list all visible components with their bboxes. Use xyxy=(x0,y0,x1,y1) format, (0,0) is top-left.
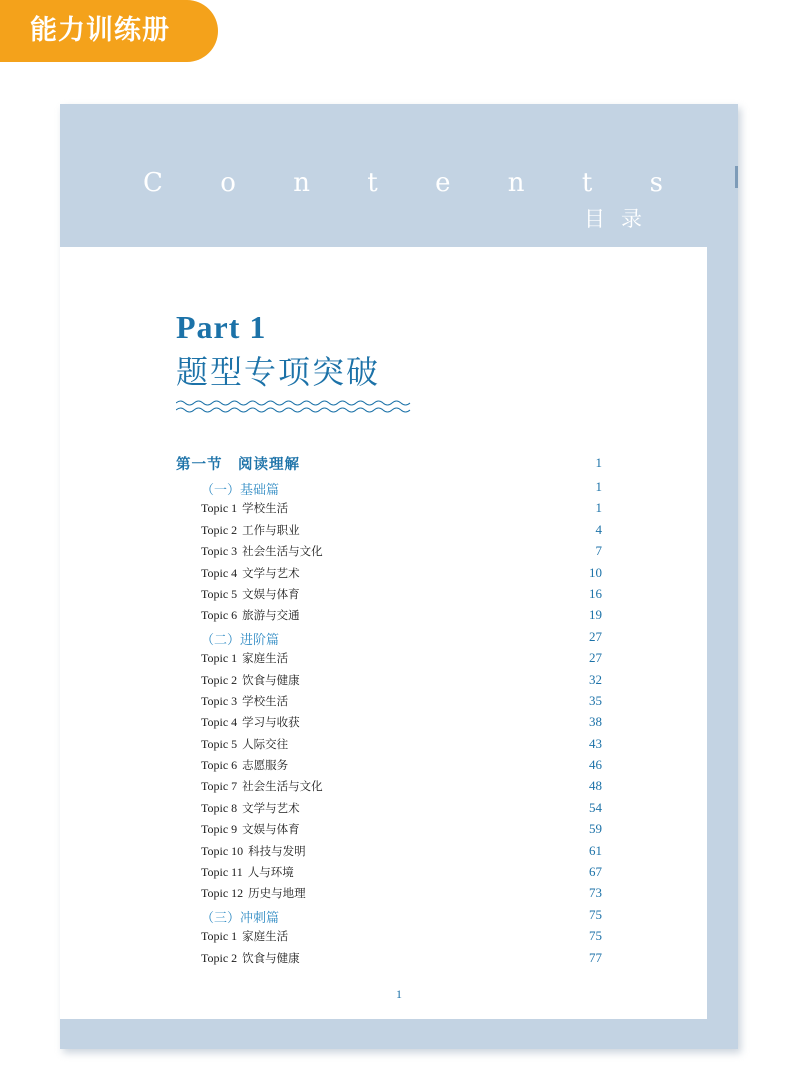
toc-page-number: 77 xyxy=(589,949,602,965)
toc-entry-label xyxy=(201,736,288,752)
book-page xyxy=(60,104,738,1049)
toc-subsection[interactable] xyxy=(176,907,602,928)
toc-page-number: 38 xyxy=(589,714,602,730)
toc-entry-label: （三）冲刺篇 xyxy=(201,910,280,926)
topic-name: 文娱与体育 xyxy=(242,822,300,837)
topic-number: Topic 12 xyxy=(201,886,244,901)
toc-entry-label xyxy=(201,693,288,709)
topic-name: 工作与职业 xyxy=(242,522,300,537)
toc-page-number: 4 xyxy=(595,521,602,537)
toc-entry-label xyxy=(201,607,300,623)
topic-number: Topic 9 xyxy=(201,822,238,837)
topic-number: Topic 1 xyxy=(201,651,238,666)
toc-sheet xyxy=(60,247,707,1019)
topic-name: 家庭生活 xyxy=(242,929,289,944)
toc-page-number: 10 xyxy=(589,564,602,580)
toc-page-number: 19 xyxy=(589,607,602,623)
topic-number: Topic 8 xyxy=(201,800,238,815)
toc-entry-label xyxy=(201,672,300,688)
topic-name: 家庭生活 xyxy=(242,651,289,666)
topic-number: Topic 5 xyxy=(201,586,238,601)
toc-page-number: 46 xyxy=(589,757,602,773)
toc-page-number: 1 xyxy=(595,479,602,494)
toc-entry-label xyxy=(201,928,288,944)
toc-page-number: 43 xyxy=(589,735,602,751)
topic-number: Topic 1 xyxy=(201,501,238,516)
toc-page-number: 67 xyxy=(589,864,602,880)
part-title: Part 1 xyxy=(176,309,267,345)
topic-number: Topic 5 xyxy=(201,736,238,751)
toc-entry-label xyxy=(201,800,300,816)
spine-mark xyxy=(735,166,738,188)
topic-number: Topic 6 xyxy=(201,608,238,623)
toc-subsection[interactable] xyxy=(176,479,602,500)
toc-entry-label xyxy=(201,885,306,901)
topic-name: 文娱与体育 xyxy=(242,586,300,601)
toc-entry-label xyxy=(201,500,288,516)
topic-number: Topic 7 xyxy=(201,779,238,794)
toc-entry[interactable] xyxy=(176,928,602,949)
toc-entry[interactable] xyxy=(176,607,602,628)
toc-entry-label xyxy=(201,543,323,559)
toc-entry-label xyxy=(201,864,294,880)
topic-number: Topic 1 xyxy=(201,929,238,944)
toc-entry-label xyxy=(201,586,300,602)
topic-name: 社会生活与文化 xyxy=(242,779,323,794)
toc-entry-label xyxy=(201,950,300,966)
toc-entry-label xyxy=(201,565,300,581)
toc-page-number: 1 xyxy=(595,455,602,470)
toc-entry[interactable] xyxy=(176,586,602,607)
toc-entry[interactable] xyxy=(176,650,602,671)
contents-letter: e xyxy=(435,168,451,198)
toc-entry[interactable] xyxy=(176,522,602,543)
toc-entry[interactable] xyxy=(176,543,602,564)
topic-name: 志愿服务 xyxy=(242,758,289,773)
topic-name: 历史与地理 xyxy=(248,886,306,901)
toc-entry-label xyxy=(201,821,300,837)
toc-page-number: 75 xyxy=(589,928,602,944)
toc-entry[interactable] xyxy=(176,757,602,778)
toc-page-number: 7 xyxy=(595,543,602,559)
toc-entry[interactable] xyxy=(176,565,602,586)
toc-section[interactable] xyxy=(176,453,602,479)
toc-entry[interactable] xyxy=(176,950,602,971)
mulu-heading: 目录 xyxy=(584,207,658,231)
toc-entry[interactable] xyxy=(176,500,602,521)
toc-entry-label xyxy=(201,522,300,538)
toc-entry[interactable] xyxy=(176,885,602,906)
toc-entry-label xyxy=(201,714,300,730)
topic-number: Topic 2 xyxy=(201,672,238,687)
contents-letter: t xyxy=(367,168,378,198)
toc-entry-label: （一）基础篇 xyxy=(201,483,280,498)
topic-number: Topic 2 xyxy=(201,522,238,537)
toc-entry-label: （二）进阶篇 xyxy=(201,632,280,648)
contents-letter: t xyxy=(581,168,593,198)
toc-entry[interactable] xyxy=(176,843,602,864)
toc-page-number: 16 xyxy=(589,585,602,601)
topic-name: 学习与收获 xyxy=(242,715,300,730)
contents-letter: n xyxy=(293,168,310,198)
toc-entry[interactable] xyxy=(176,864,602,885)
toc-page-number: 27 xyxy=(589,650,602,666)
topic-name: 人际交往 xyxy=(242,736,289,751)
topic-name: 旅游与交通 xyxy=(242,608,300,623)
topic-number: Topic 11 xyxy=(201,865,243,880)
toc-page-number: 75 xyxy=(589,906,602,922)
table-of-contents xyxy=(176,453,602,971)
contents-letter: o xyxy=(220,168,236,198)
toc-entry[interactable] xyxy=(176,778,602,799)
toc-entry[interactable] xyxy=(176,821,602,842)
series-tag: 能力训练册 xyxy=(0,0,218,62)
toc-entry[interactable] xyxy=(176,714,602,735)
topic-name: 学校生活 xyxy=(242,501,289,516)
contents-letter: C xyxy=(143,168,163,198)
toc-entry-label: 第一节 阅读理解 xyxy=(176,457,300,473)
topic-number: Topic 2 xyxy=(201,950,238,965)
toc-page-number: 73 xyxy=(589,885,602,901)
toc-page-number: 48 xyxy=(589,778,602,794)
topic-number: Topic 4 xyxy=(201,715,238,730)
topic-name: 人与环境 xyxy=(247,865,294,880)
contents-letter: s xyxy=(649,168,663,198)
topic-name: 饮食与健康 xyxy=(242,672,300,687)
toc-page-number: 35 xyxy=(589,692,602,708)
toc-page-number: 61 xyxy=(589,842,602,858)
topic-name: 科技与发明 xyxy=(248,843,306,858)
toc-page-number: 59 xyxy=(589,821,602,837)
contents-letter: n xyxy=(507,168,525,198)
toc-page-number: 54 xyxy=(589,799,602,815)
topic-name: 饮食与健康 xyxy=(242,950,300,965)
topic-name: 文学与艺术 xyxy=(242,800,300,815)
toc-page-number: 1 xyxy=(595,500,602,516)
wave-divider xyxy=(176,399,412,415)
page-number: 1 xyxy=(396,987,402,1001)
toc-entry-label xyxy=(201,843,306,859)
topic-name: 社会生活与文化 xyxy=(242,544,323,559)
topic-number: Topic 4 xyxy=(201,565,238,580)
toc-page-number: 32 xyxy=(589,671,602,687)
topic-number: Topic 3 xyxy=(201,693,238,708)
contents-heading xyxy=(143,168,663,198)
toc-entry-label xyxy=(201,650,288,666)
toc-entry[interactable] xyxy=(176,800,602,821)
topic-number: Topic 6 xyxy=(201,758,238,773)
toc-subsection[interactable] xyxy=(176,629,602,650)
toc-entry[interactable] xyxy=(176,672,602,693)
toc-entry[interactable] xyxy=(176,693,602,714)
topic-number: Topic 10 xyxy=(201,843,244,858)
topic-number: Topic 3 xyxy=(201,544,238,559)
toc-entry-label xyxy=(201,757,288,773)
topic-name: 文学与艺术 xyxy=(242,565,300,580)
topic-name: 学校生活 xyxy=(242,693,289,708)
toc-entry[interactable] xyxy=(176,736,602,757)
toc-entry-label xyxy=(201,778,323,794)
part-subtitle: 题型专项突破 xyxy=(176,353,381,391)
toc-page-number: 27 xyxy=(589,628,602,644)
